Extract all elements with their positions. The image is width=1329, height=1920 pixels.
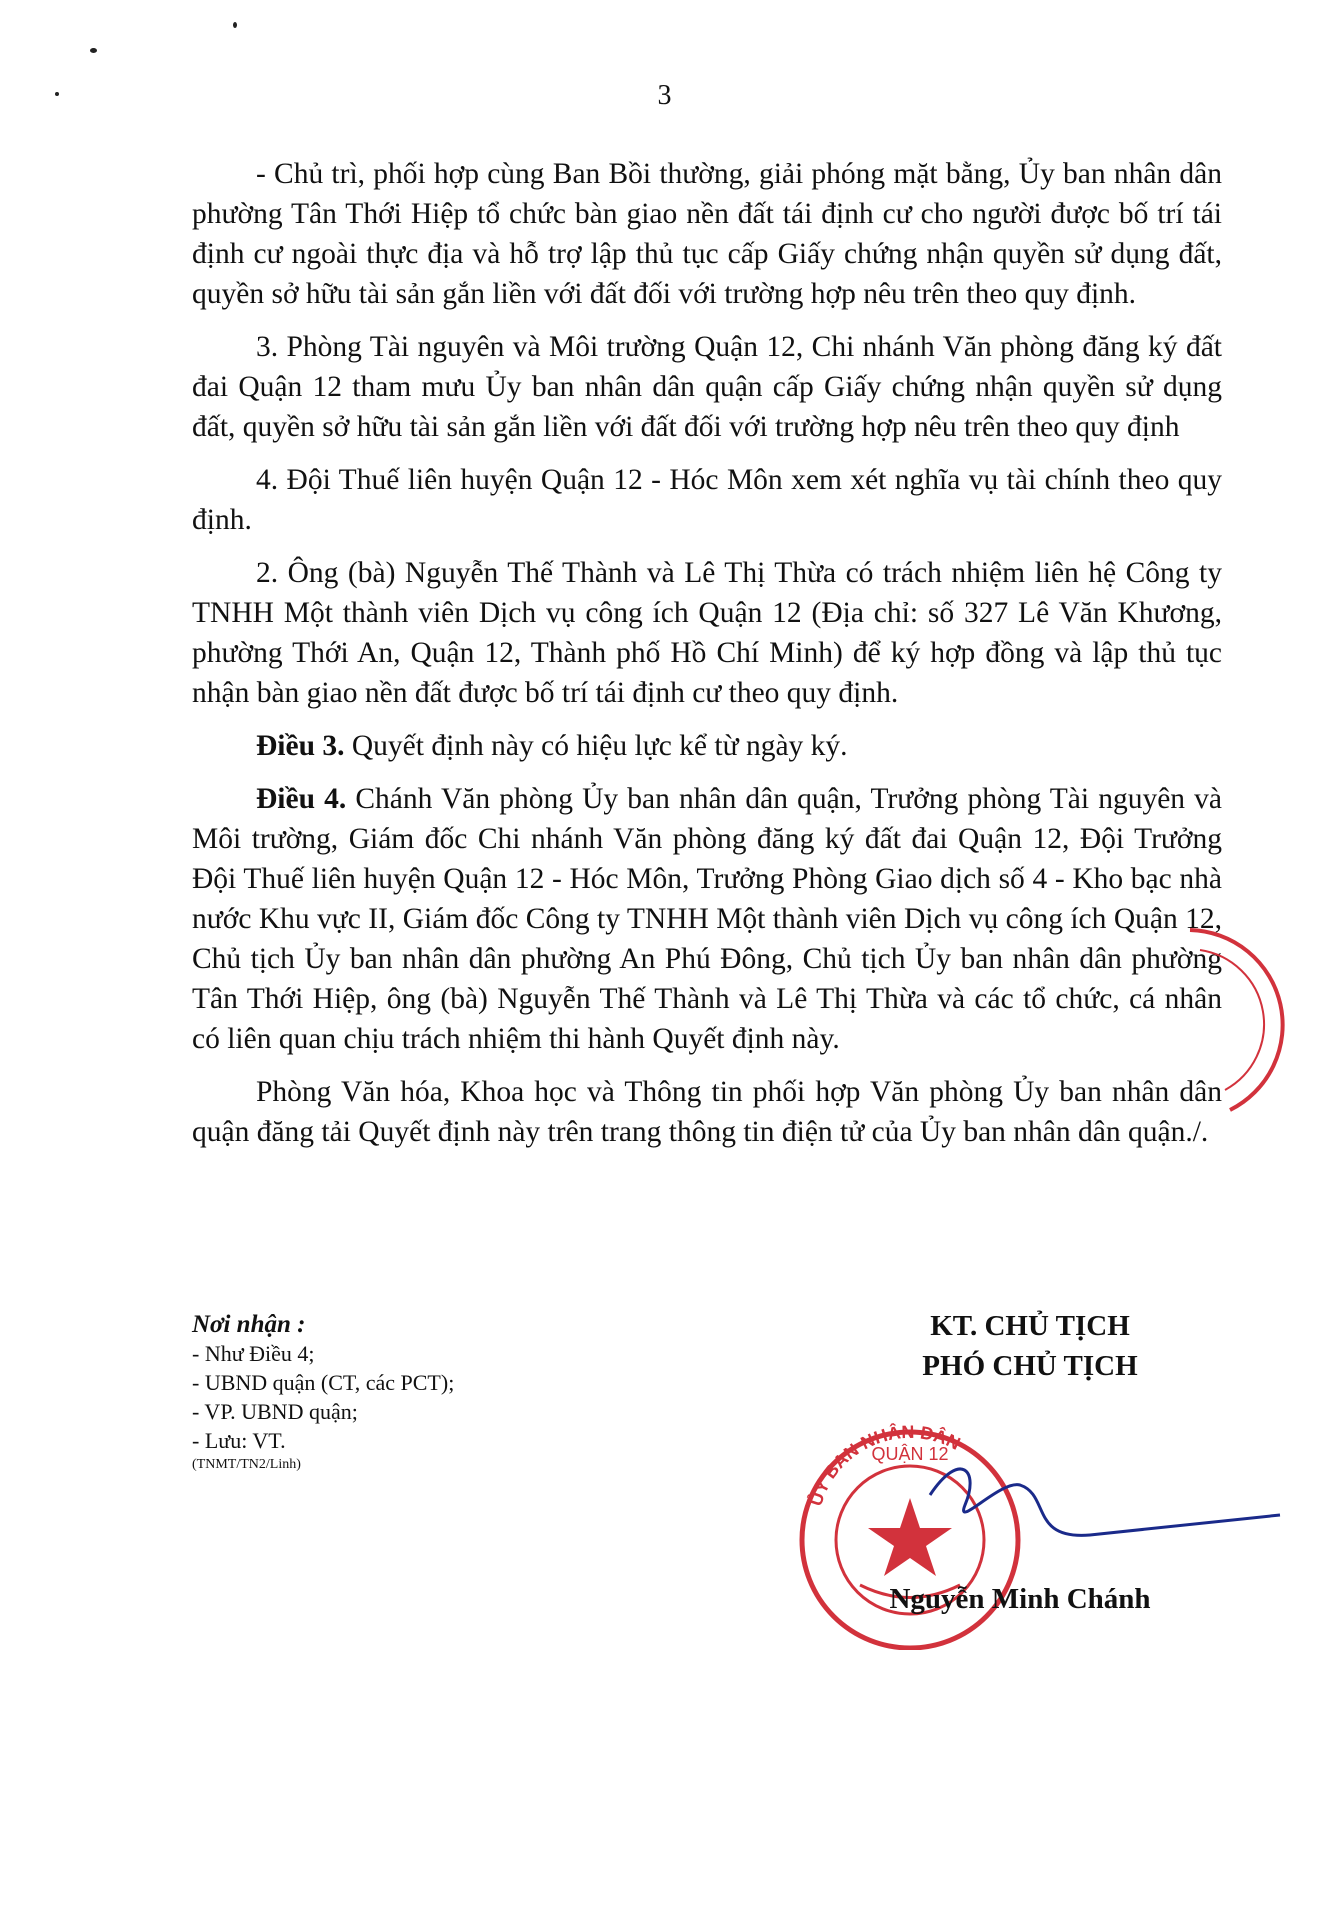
article-4-text: Chánh Văn phòng Ủy ban nhân dân quận, Trưởng phòng Tài nguyên và Môi trường, Giám đốc Chi nhánh Văn phòng đăng ký đất đai Quận 12, Đội Trưởng Đội Thuế liên huyện Quận 12 - Hóc Môn, Trưởng Phòng Giao dịch số 4 - Kho bạc nhà nước Khu vực II, Giám đốc Công ty TNHH Một thành viên Dịch vụ công ích Quận 12, Chủ tịch Ủy ban nhân dân phường An Phú Đông, Chủ tịch Ủy ban nhân dân phường Tân Thới Hiệp, ông (bà) Nguyễn Thế Thành và Lê Thị Thừa và các tổ chức, cá nhân có liên quan chịu trách nhiệm thi hành Quyết định này.: [192, 783, 1223, 1055]
article-3-text: Quyết định này có hiệu lực kể từ ngày ký.: [344, 730, 848, 762]
signature-block: [820, 1306, 1240, 1386]
article-4-label: Điều 4.: [256, 783, 347, 815]
recipient-item: - Như Điều 4;: [192, 1341, 315, 1366]
seal-text: ỦY BAN NHÂN DÂN: [805, 1421, 964, 1509]
article-4: [192, 779, 1222, 1059]
paragraph-publication: Phòng Văn hóa, Khoa học và Thông tin phối hợp Văn phòng Ủy ban nhân dân quận đăng tải Quyết định này trên trang thông tin điện tử của Ủy ban nhân dân quận./.: [192, 1076, 1222, 1148]
reference-code: (TNMT/TN2/Linh): [192, 1457, 301, 1472]
seal-top-text: QUẬN 12: [871, 1444, 949, 1464]
signer-role-2: PHÓ CHỦ TỊCH: [922, 1350, 1138, 1382]
scan-speck: [90, 48, 97, 53]
margin-seal-stamp: [1170, 920, 1320, 1120]
document-body: [192, 154, 1222, 1165]
recipient-item: - VP. UBND quận;: [192, 1399, 358, 1424]
recipients-block: [192, 1310, 712, 1475]
paragraph-item-3: 3. Phòng Tài nguyên và Môi trường Quận 12, Chi nhánh Văn phòng đăng ký đất đai Quận 12 tham mưu Ủy ban nhân dân quận cấp Giấy chứng nhận quyền sử dụng đất, quyền sở hữu tài sản gắn liền với đất đối với trường hợp nêu trên theo quy định: [192, 331, 1222, 443]
paragraph-item-4: 4. Đội Thuế liên huyện Quận 12 - Hóc Môn xem xét nghĩa vụ tài chính theo quy định.: [192, 464, 1222, 536]
signer-role-1: KT. CHỦ TỊCH: [930, 1310, 1130, 1342]
article-3-label: Điều 3.: [256, 730, 345, 762]
recipients-title: Nơi nhận :: [192, 1311, 306, 1338]
recipient-item: - Lưu: VT.: [192, 1428, 286, 1453]
paragraph-handover: - Chủ trì, phối hợp cùng Ban Bồi thường, giải phóng mặt bằng, Ủy ban nhân dân phường Tân Thới Hiệp tổ chức bàn giao nền đất tái định cư cho người được bố trí tái định cư ngoài thực địa và hỗ trợ lập thủ tục cấp Giấy chứng nhận quyền sử dụng đất, quyền sở hữu tài sản gắn liền với đất đối với trường hợp nêu trên theo quy định.: [192, 158, 1222, 310]
article-3: [192, 726, 1222, 766]
signer-name: Nguyễn Minh Chánh: [889, 1583, 1151, 1615]
recipient-item: - UBND quận (CT, các PCT);: [192, 1370, 455, 1395]
scan-speck: [233, 22, 237, 28]
page-number: 3: [657, 80, 672, 111]
svg-text:ỦY BAN NHÂN DÂN: [805, 1421, 964, 1508]
paragraph-item-2-owner: 2. Ông (bà) Nguyễn Thế Thành và Lê Thị Thừa có trách nhiệm liên hệ Công ty TNHH Một thành viên Dịch vụ công ích Quận 12 (Địa chỉ: số 327 Lê Văn Khương, phường Thới An, Quận 12, Thành phố Hồ Chí Minh) để ký hợp đồng và lập thủ tục nhận bàn giao nền đất được bố trí tái định cư theo quy định.: [192, 557, 1222, 709]
